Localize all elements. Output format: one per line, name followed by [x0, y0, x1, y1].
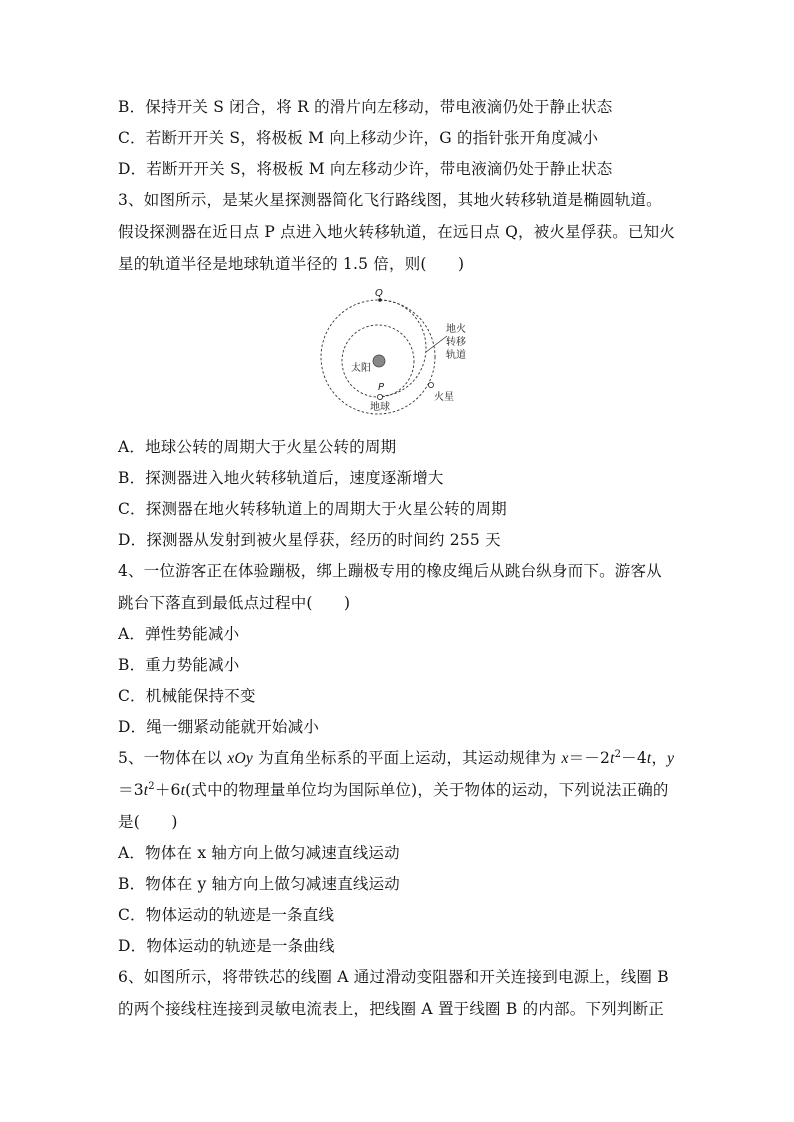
- q5-xoy: xOy: [227, 750, 253, 767]
- q3-stem-line-3: 星的轨道半径是地球轨道半径的 1.5 倍，则( ): [118, 255, 465, 273]
- label-earth: 地球: [370, 402, 390, 413]
- q4-option-c: C．机械能保持不变: [118, 687, 256, 705]
- orbit-diagram: [312, 284, 472, 416]
- q6-stem-line-1: 6、如图所示，将带铁芯的线圈 A 通过滑动变阻器和开关连接到电源上，线圈 B: [118, 968, 669, 986]
- transfer-orbit: [380, 300, 426, 396]
- label-q: Q: [375, 288, 383, 299]
- q5-text: ，: [651, 749, 668, 767]
- label-mars: 火星: [434, 392, 454, 403]
- q4-option-b: B．重力势能减小: [118, 656, 240, 674]
- q4-option-d: D．绳一绷紧动能就开始减小: [118, 718, 320, 736]
- q2-option-b: B．保持开关 S 闭合，将 R 的滑片向左移动，带电液滴仍处于静止状态: [118, 98, 613, 116]
- q4-option-a: A．弹性势能减小: [118, 625, 240, 643]
- q5-stem-line-1: [118, 748, 674, 769]
- q2-option-d: D．若断开开关 S，将极板 M 向左移动少许，带电液滴仍处于静止状态: [118, 160, 613, 178]
- mars-icon: [428, 382, 433, 387]
- label-transfer-3: 轨道: [446, 350, 466, 361]
- q5-text: ＋6: [154, 781, 181, 799]
- earth-icon: [377, 394, 382, 399]
- q5-var-t: t: [143, 782, 149, 799]
- q5-stem-line-2: [118, 780, 669, 801]
- q5-option-d: D．物体运动的轨迹是一条曲线: [118, 937, 335, 955]
- q5-text: (式中的物理量单位均为国际单位)，关于物体的运动，下列说法正确的: [185, 781, 669, 799]
- q3-option-c: C．探测器在地火转移轨道上的周期大于火星公转的周期: [118, 500, 507, 518]
- q5-text: ＝3: [118, 781, 144, 799]
- transfer-label-leader: [426, 336, 447, 352]
- q3-stem-line-2: 假设探测器在近日点 P 点进入地火转移轨道，在远日点 Q，被火星俘获。已知火: [118, 223, 676, 241]
- q5-var-x: x: [561, 750, 569, 767]
- q4-stem-line-2: 跳台下落直到最低点过程中( ): [118, 594, 351, 612]
- q5-text: －4: [621, 749, 647, 767]
- q3-stem-line-1: 3、如图所示，是某火星探测器简化飞行路线图，其地火转移轨道是椭圆轨道。: [118, 191, 662, 209]
- q6-stem-line-2: 的两个接线柱连接到灵敏电流表上，把线圈 A 置于线圈 B 的内部。下列判断正: [118, 1000, 664, 1018]
- q3-option-a: A．地球公转的周期大于火星公转的周期: [118, 438, 397, 456]
- q5-var-y: y: [667, 750, 675, 767]
- q5-var-t: t: [610, 750, 615, 767]
- q4-stem-line-1: 4、一位游客正在体验蹦极，绑上蹦极专用的橡皮绳后从跳台纵身而下。游客从: [118, 562, 662, 580]
- q5-stem-line-3: 是( ): [118, 813, 178, 831]
- q3-option-b: B．探测器进入地火转移轨道后，速度逐渐增大: [118, 469, 444, 487]
- q5-text: 为直角坐标系的平面上运动，其运动规律为: [252, 749, 562, 767]
- q5-var-t: t: [180, 782, 186, 799]
- q5-exponent: 2: [614, 748, 622, 760]
- q5-text: 5、一物体在以: [118, 749, 228, 767]
- q5-text: ＝－2: [568, 749, 611, 767]
- label-transfer-2: 转移: [446, 337, 466, 348]
- q5-option-b: B．物体在 y 轴方向上做匀减速直线运动: [118, 875, 401, 893]
- label-p: P: [378, 382, 385, 393]
- q5-var-t: t: [646, 750, 652, 767]
- q5-exponent: 2: [148, 780, 155, 792]
- q3-option-d: D．探测器从发射到被火星俘获，经历的时间约 255 天: [118, 531, 501, 549]
- q2-option-c: C．若断开开关 S，将极板 M 向上移动少许，G 的指针张开角度减小: [118, 129, 599, 147]
- sun-icon: [373, 355, 385, 367]
- q5-option-c: C．物体运动的轨迹是一条直线: [118, 906, 335, 924]
- label-sun: 太阳: [351, 363, 371, 374]
- label-transfer-1: 地火: [446, 324, 466, 335]
- q5-option-a: A．物体在 x 轴方向上做匀减速直线运动: [118, 844, 400, 862]
